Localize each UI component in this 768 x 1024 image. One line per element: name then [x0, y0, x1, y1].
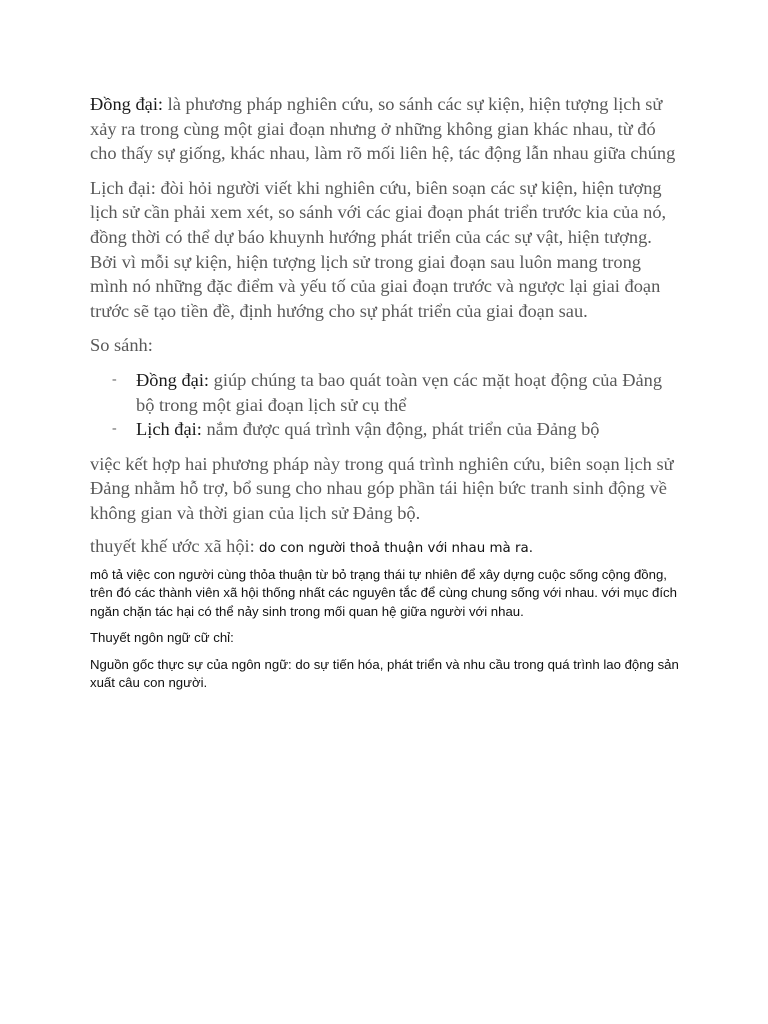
paragraph-khe-uoc — [90, 536, 682, 557]
paragraph-khe-uoc-description: mô tả việc con người cùng thỏa thuận từ bỏ trạng thái tự nhiên để xây dựng cuộc sống cộng đồng, trên đó các thành viên xã hội thống nhất các nguyên tắc để cùng chung sống với nhau. với mục đích ngăn chặn tác hại có thể nảy sinh trong mối quan hệ giữa người với nhau. — [90, 566, 677, 619]
term-dong-dai: Đồng đại: — [90, 94, 164, 114]
bullet-dash-icon: - — [112, 421, 117, 437]
bullet-dash-icon: - — [112, 371, 117, 387]
bullet-term: Đồng đại: — [136, 369, 210, 390]
list-item — [90, 417, 682, 442]
bullet-text: nắm được quá trình vận động, phát triển của Đảng bộ — [201, 419, 600, 440]
dong-dai-definition: là phương pháp nghiên cứu, so sánh các sự kiện, hiện tượng lịch sử xảy ra trong cùng một giai đoạn nhưng ở những không gian khác nhau, từ đó cho thấy sự giống, khác nhau, làm rõ mối liên hệ, tác động lẫn nhau giữa chúng — [90, 94, 676, 164]
paragraph-so-sanh: So sánh: — [90, 335, 153, 356]
comparison-list — [90, 368, 682, 442]
paragraph-lich-dai: Lịch đại: đòi hỏi người viết khi nghiên cứu, biên soạn các sự kiện, hiện tượng lịch sử cần phải xem xét, so sánh với các giai đoạn phát triển trước kia của nó, đồng thời có thể dự báo khuynh hướng phát triển của các sự vật, hiện tượng. Bởi vì mỗi sự kiện, hiện tượng lịch sử trong giai đoạn sau luôn mang trong mình nó những đặc điểm và yếu tố của giai đoạn trước và ngược lại giai đoạn trước sẽ tạo tiền đề, định hướng cho sự phát triển của giai đoạn sau. — [90, 177, 667, 321]
paragraph-dong-dai — [90, 92, 682, 166]
bullet-text: giúp chúng ta bao quát toàn vẹn các mặt hoạt động của Đảng bộ trong một giai đoạn lịch sử cụ thể — [136, 369, 663, 415]
paragraph-ket-hop: việc kết hợp hai phương pháp này trong quá trình nghiên cứu, biên soạn lịch sử Đảng nhằm hỗ trợ, bổ sung cho nhau góp phần tái hiện bức tranh sinh động về không gian và thời gian của lịch sử Đảng bộ. — [90, 453, 674, 523]
list-item — [90, 368, 682, 417]
document-page — [90, 92, 682, 693]
paragraph-ngon-ngu-text: Nguồn gốc thực sự của ngôn ngữ: do sự tiến hóa, phát triển và nhu cầu trong quá trình lao động sản xuất câu con người. — [90, 656, 679, 691]
bullet-term: Lịch đại: — [136, 419, 202, 440]
khe-uoc-text: do con người thoả thuận với nhau mà ra. — [254, 540, 533, 556]
khe-uoc-label: thuyết khế ước xã hội: — [90, 535, 255, 556]
paragraph-ngon-ngu-title: Thuyết ngôn ngữ cữ chỉ: — [90, 630, 234, 646]
